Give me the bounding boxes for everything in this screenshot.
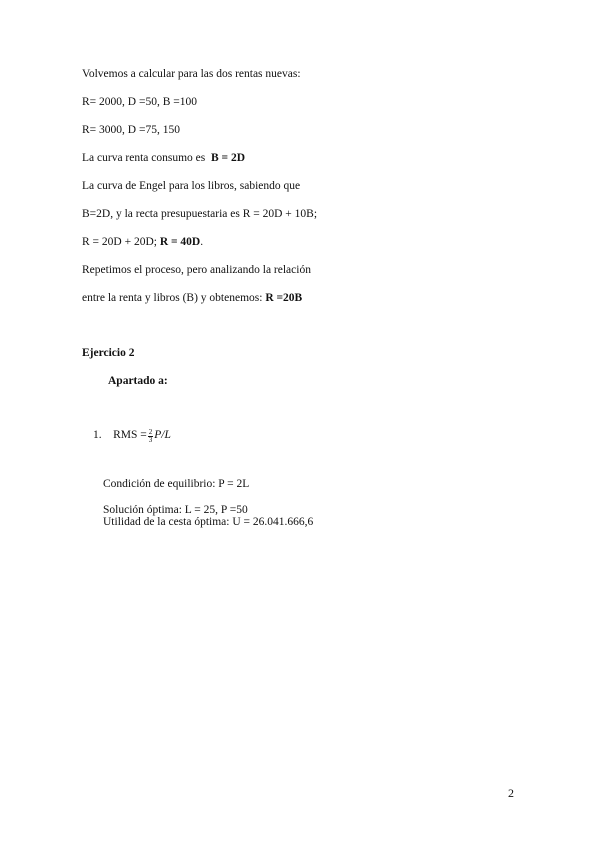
- optimal-solution: Solución óptima: L = 25, P =50: [103, 504, 248, 516]
- rms-expression: P/L: [154, 429, 171, 442]
- curva-renta-result: B = 2D: [211, 152, 246, 164]
- resultado-d-period: .: [200, 236, 204, 248]
- paragraph-repetimos: Repetimos el proceso, pero analizando la relación: [82, 264, 311, 276]
- paragraph-relacion-libros: [82, 291, 302, 305]
- resultado-d-text: R = 20D + 20D;: [82, 236, 157, 248]
- curva-renta-text: La curva renta consumo es: [82, 152, 206, 164]
- paragraph-resultado-d: [82, 235, 203, 249]
- equilibrium-condition: Condición de equilibrio: P = 2L: [103, 478, 250, 490]
- relacion-libros-result: R =20B: [265, 292, 303, 304]
- paragraph-renta-2000: R= 2000, D =50, B =100: [82, 96, 197, 108]
- rms-fraction: [148, 429, 154, 444]
- rms-fraction-denominator: 3: [148, 436, 153, 444]
- paragraph-curva-engel: La curva de Engel para los libros, sabiendo que: [82, 180, 301, 192]
- rms-label: RMS =: [113, 429, 147, 442]
- paragraph-renta-3000: R= 3000, D =75, 150: [82, 124, 180, 136]
- exercise-heading: Ejercicio 2: [82, 347, 135, 359]
- paragraph-curva-renta-consumo: [82, 151, 245, 165]
- optimal-utility: Utilidad de la cesta óptima: U = 26.041.666,6: [103, 516, 314, 528]
- relacion-libros-text: entre la renta y libros (B) y obtenemos:: [82, 292, 263, 304]
- resultado-d-bold: R = 40D: [159, 236, 201, 248]
- rms-fraction-numerator: 2: [148, 428, 153, 436]
- rms-item: [93, 428, 171, 443]
- page-number: 2: [508, 786, 514, 800]
- paragraph-recta-presupuestaria: B=2D, y la recta presupuestaria es R = 20D + 10B;: [82, 208, 318, 220]
- paragraph-rentas-intro: Volvemos a calcular para las dos rentas nuevas:: [82, 68, 301, 80]
- rms-item-number: 1.: [93, 429, 102, 442]
- exercise-subheading: Apartado a:: [108, 375, 168, 387]
